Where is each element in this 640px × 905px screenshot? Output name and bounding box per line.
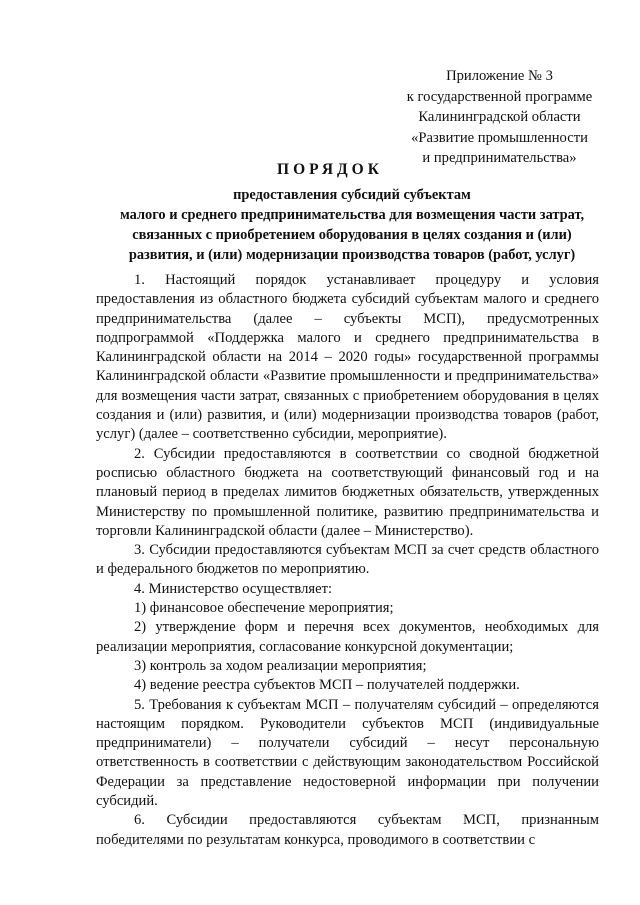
paragraph-4-item-1: 1) финансовое обеспечение мероприятия; (134, 600, 394, 617)
document-body (96, 271, 599, 850)
subtitle-line: малого и среднего предпринимательства для возмещения части затрат, (119, 207, 585, 223)
paragraph-4-item-2: 2) утверждение форм и перечня всех документов, необходимых для реализации мероприятия, согласование конкурсной документации; (96, 619, 599, 655)
paragraph-5: 5. Требования к субъектам МСП – получателям субсидий – определяются настоящим порядком. Руководители субъектов МСП (индивидуальные предприниматели) – получатели субсидий – несут персональную ответственность в соответствии с действующим законодательством Российской Федерации за представление недостоверной информации при получении субсидий. (96, 696, 599, 810)
paragraph-1: 1. Настоящий порядок устанавливает процедуру и условия предоставления из областного бюджета субсидий субъектам малого и среднего предпринимательства (далее – субъекты МСП), предусмотренных подпрограммой «Поддержка малого и среднего предпринимательства в Калининградской области на 2014 – 2020 годы» государственной программы Калининградской области «Развитие промышленности и предпринимательства» для возмещения части затрат, связанных с приобретением оборудования в целях создания и (или) развития, и (или) модернизации производства товаров (работ, услуг) (далее – соответственно субсидии, мероприятие). (96, 272, 599, 443)
appendix-line: Приложение № 3 (446, 68, 553, 84)
appendix-line: к государственной программе (406, 88, 593, 105)
subtitle-line: развития, и (или) модернизации производства товаров (работ, услуг) (128, 247, 576, 263)
document-title: ПОРЯДОК (277, 161, 383, 178)
appendix-header (392, 66, 607, 169)
appendix-line: и предпринимательства» (422, 150, 577, 166)
paragraph-2: 2. Субсидии предоставляются в соответствии со сводной бюджетной росписью областного бюджета на соответствующий финансовый год и на плановый период в пределах лимитов бюджетных обязательств, утвержденных Министерству по промышленной политике, развитию предпринимательства и торговли Калининградской области (далее – Министерство). (96, 445, 599, 539)
document-subtitle (96, 185, 608, 265)
appendix-line: «Развитие промышленности (411, 129, 588, 146)
subtitle-line: предоставления субсидий субъектам (233, 187, 471, 203)
paragraph-3: 3. Субсидии предоставляются субъектам МСП за счет средств областного и федерального бюджетов по мероприятию. (96, 542, 599, 578)
paragraph-4-item-3: 3) контроль за ходом реализации мероприятия; (134, 657, 427, 674)
paragraph-4: 4. Министерство осуществляет: (134, 580, 332, 597)
subtitle-line: связанных с приобретением оборудования в целях создания и (или) (132, 227, 572, 243)
paragraph-6: 6. Субсидии предоставляются субъектам МСП, признанным победителями по результатам конкурса, проводимого в соответствии с (96, 812, 599, 848)
paragraph-4-item-4: 4) ведение реестра субъектов МСП – получателей поддержки. (134, 677, 520, 694)
appendix-line: Калининградской области (418, 109, 581, 125)
